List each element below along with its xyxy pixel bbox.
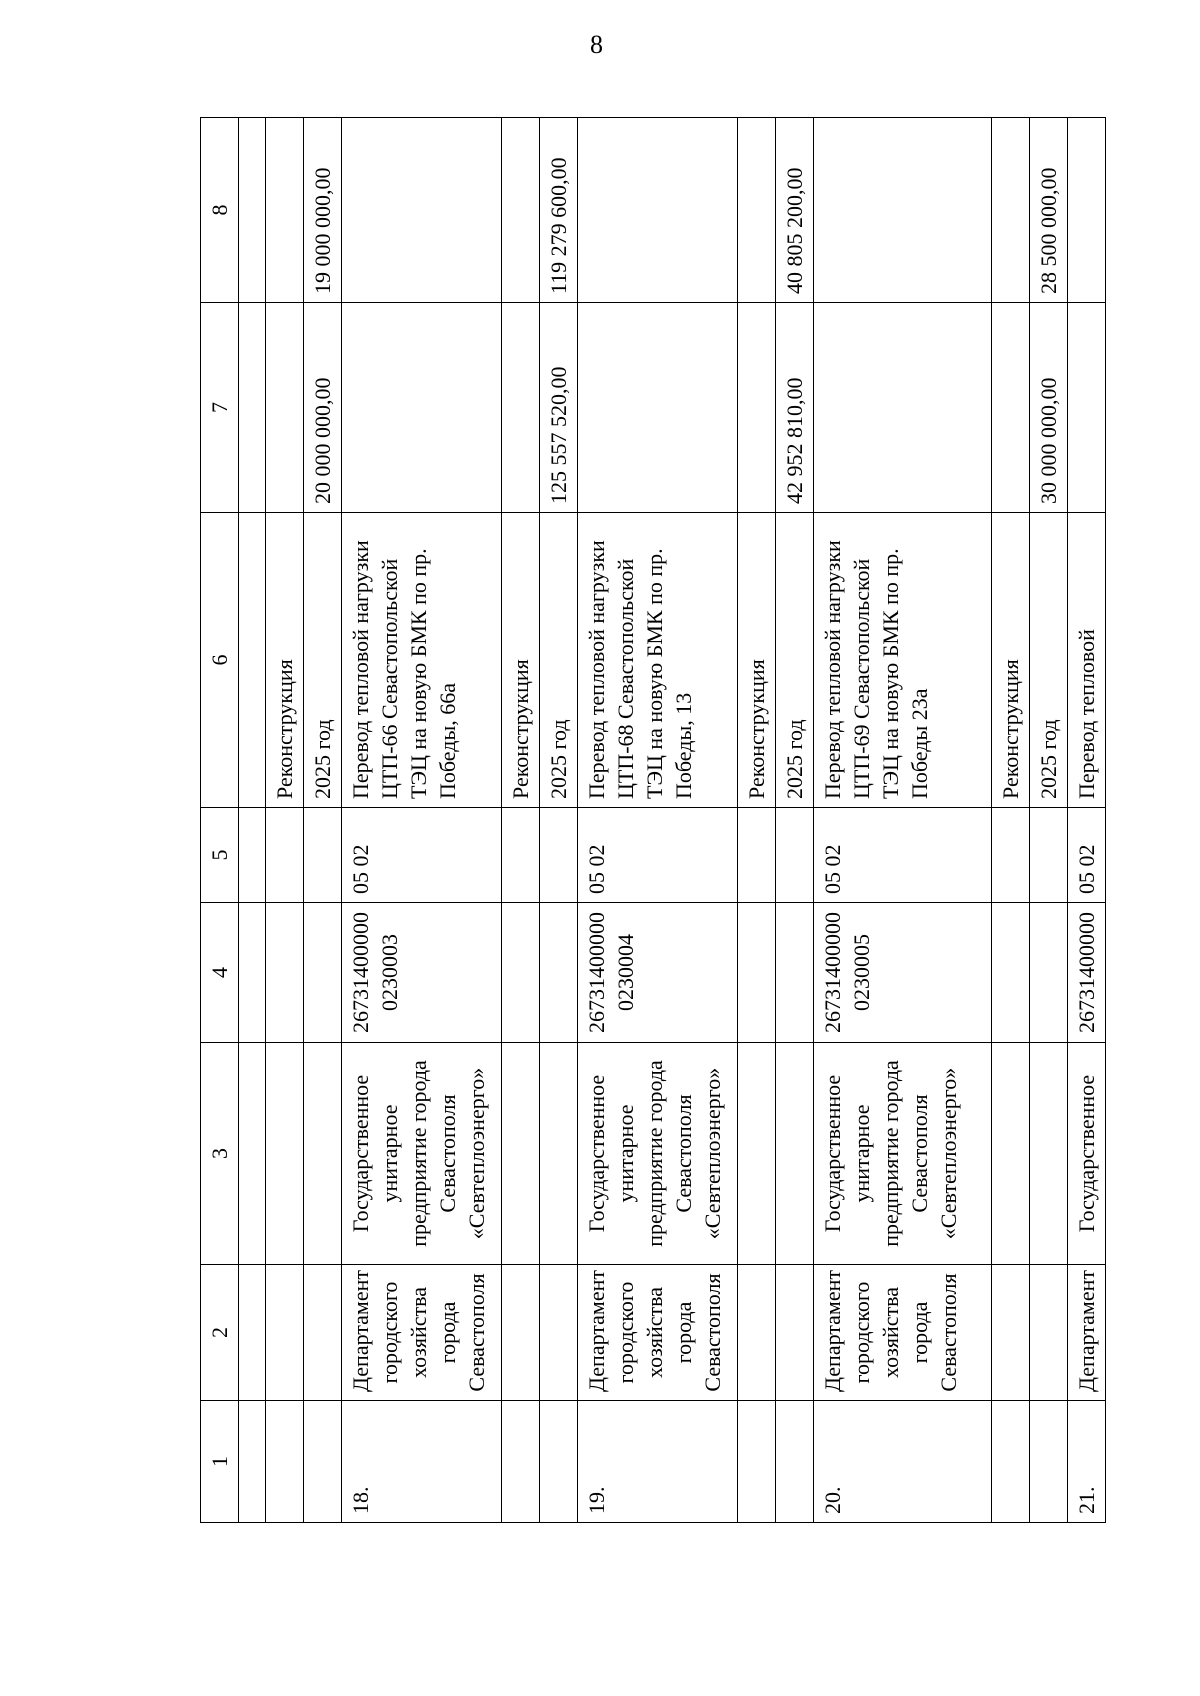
department: Департамент [1068,1265,1106,1401]
table-row [738,118,776,1523]
department: Департамент городского хозяйства города Севастополя [814,1265,992,1401]
section-code: 05 02 [578,808,738,903]
header-cell: 3 [201,1043,239,1265]
table-row [304,118,342,1523]
department: Департамент городского хозяйства города Севастополя [342,1265,502,1401]
header-cell: 2 [201,1265,239,1401]
table-row [342,118,502,1523]
header-cell: 8 [201,118,239,303]
work-type: Реконструкция [266,513,304,808]
code: 26731400000 [1068,903,1106,1043]
organization: Государственное унитарное предприятие города Севастополя «Севтеплоэнерго» [814,1043,992,1265]
header-cell: 1 [201,1401,239,1523]
header-cell: 7 [201,303,239,513]
header-cell: 6 [201,513,239,808]
amount-col8: 19 000 000,00 [304,118,342,303]
year: 2025 год [776,513,814,808]
table-row [1068,118,1106,1523]
code: 26731400000 0230003 [342,903,502,1043]
table-row [266,118,304,1523]
amount-col8: 40 805 200,00 [776,118,814,303]
amount-col8: 28 500 000,00 [1030,118,1068,303]
description: Перевод тепловой нагрузки ЦТП-69 Севастопольской ТЭЦ на новую БМК по пр. Победы 23а [814,513,992,808]
table-row [992,118,1030,1523]
row-number: 18. [342,1401,502,1523]
description: Перевод тепловой нагрузки ЦТП-66 Севастопольской ТЭЦ на новую БМК по пр. Победы, 66а [342,513,502,808]
department: Департамент городского хозяйства города Севастополя [578,1265,738,1401]
table-row [540,118,578,1523]
section-code: 05 02 [814,808,992,903]
header-row [201,118,239,1523]
description: Перевод тепловой [1068,513,1106,808]
header-cell: 5 [201,808,239,903]
year: 2025 год [304,513,342,808]
organization: Государственное [1068,1043,1106,1265]
year: 2025 год [540,513,578,808]
table-row [578,118,738,1523]
section-code: 05 02 [342,808,502,903]
amount-col7: 30 000 000,00 [1030,303,1068,513]
row-number: 19. [578,1401,738,1523]
table-row [502,118,540,1523]
amount-col7: 20 000 000,00 [304,303,342,513]
row-number: 20. [814,1401,992,1523]
work-type: Реконструкция [992,513,1030,808]
table-row [776,118,814,1523]
amount-col8: 119 279 600,00 [540,118,578,303]
year: 2025 год [1030,513,1068,808]
work-type: Реконструкция [502,513,540,808]
description: Перевод тепловой нагрузки ЦТП-68 Севастопольской ТЭЦ на новую БМК по пр. Победы, 13 [578,513,738,808]
table-row [1030,118,1068,1523]
row-number: 21. [1068,1401,1106,1523]
header-cell: 4 [201,903,239,1043]
code: 26731400000 0230005 [814,903,992,1043]
table-row [814,118,992,1523]
amount-col7: 42 952 810,00 [776,303,814,513]
work-type: Реконструкция [738,513,776,808]
section-code: 05 02 [1068,808,1106,903]
document-table [200,117,1106,1523]
amount-col7: 125 557 520,00 [540,303,578,513]
page-number: 8 [590,30,603,59]
organization: Государственное унитарное предприятие города Севастополя «Севтеплоэнерго» [342,1043,502,1265]
organization: Государственное унитарное предприятие города Севастополя «Севтеплоэнерго» [578,1043,738,1265]
code: 26731400000 0230004 [578,903,738,1043]
blank-row [239,118,266,1523]
